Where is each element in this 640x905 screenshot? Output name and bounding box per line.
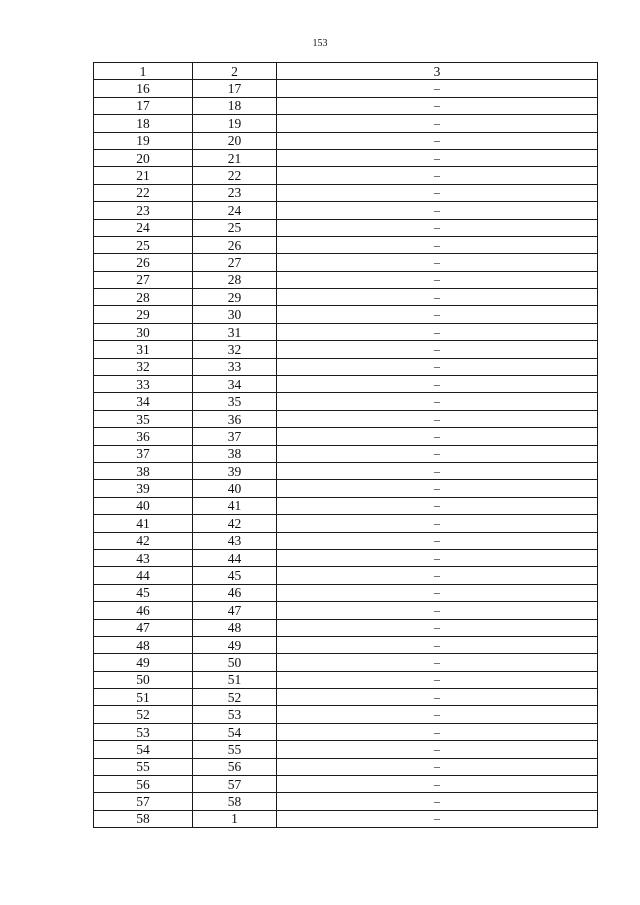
table-cell-col-3: – <box>277 793 598 810</box>
table-cell-col-2: 58 <box>193 793 277 810</box>
table-cell-col-1: 34 <box>94 393 193 410</box>
table-row <box>94 706 598 723</box>
table-row <box>94 236 598 253</box>
table-row <box>94 358 598 375</box>
table-cell-col-3: – <box>277 654 598 671</box>
table-cell-col-1: 29 <box>94 306 193 323</box>
column-header-1: 1 <box>94 63 193 80</box>
table-cell-col-3: – <box>277 341 598 358</box>
table-cell-col-2: 32 <box>193 341 277 358</box>
table-cell-col-3: – <box>277 393 598 410</box>
table-row <box>94 810 598 827</box>
table-cell-col-3: – <box>277 376 598 393</box>
table-cell-col-3: – <box>277 689 598 706</box>
table-cell-col-3: – <box>277 671 598 688</box>
table-cell-col-3: – <box>277 410 598 427</box>
table-cell-col-2: 19 <box>193 115 277 132</box>
table-row <box>94 97 598 114</box>
table-cell-col-2: 41 <box>193 497 277 514</box>
table-row <box>94 341 598 358</box>
table-row <box>94 654 598 671</box>
table-cell-col-3: – <box>277 602 598 619</box>
table-cell-col-1: 44 <box>94 567 193 584</box>
table-cell-col-3: – <box>277 549 598 566</box>
table-row <box>94 323 598 340</box>
table-cell-col-1: 57 <box>94 793 193 810</box>
table-row <box>94 636 598 653</box>
table-cell-col-1: 20 <box>94 149 193 166</box>
table-cell-col-1: 31 <box>94 341 193 358</box>
table-cell-col-1: 48 <box>94 636 193 653</box>
table-cell-col-2: 36 <box>193 410 277 427</box>
table-cell-col-2: 25 <box>193 219 277 236</box>
table-cell-col-3: – <box>277 115 598 132</box>
table-cell-col-2: 52 <box>193 689 277 706</box>
table-cell-col-1: 46 <box>94 602 193 619</box>
table-cell-col-3: – <box>277 254 598 271</box>
table-cell-col-1: 24 <box>94 219 193 236</box>
table-cell-col-1: 35 <box>94 410 193 427</box>
table-cell-col-2: 35 <box>193 393 277 410</box>
table-row <box>94 549 598 566</box>
table-cell-col-1: 47 <box>94 619 193 636</box>
table-cell-col-3: – <box>277 584 598 601</box>
table-cell-col-1: 39 <box>94 480 193 497</box>
table-cell-col-3: – <box>277 741 598 758</box>
table-cell-col-1: 45 <box>94 584 193 601</box>
table-row <box>94 602 598 619</box>
table-cell-col-1: 58 <box>94 810 193 827</box>
table-cell-col-1: 42 <box>94 532 193 549</box>
table-row <box>94 428 598 445</box>
table-cell-col-3: – <box>277 289 598 306</box>
table-row <box>94 532 598 549</box>
table-cell-col-1: 49 <box>94 654 193 671</box>
table-row <box>94 567 598 584</box>
table-cell-col-2: 24 <box>193 202 277 219</box>
table-cell-col-3: – <box>277 80 598 97</box>
column-header-2: 2 <box>193 63 277 80</box>
table-row <box>94 689 598 706</box>
table-row <box>94 219 598 236</box>
table-cell-col-2: 1 <box>193 810 277 827</box>
table-row <box>94 723 598 740</box>
table-cell-col-2: 44 <box>193 549 277 566</box>
table-row <box>94 306 598 323</box>
table-row <box>94 202 598 219</box>
table-cell-col-3: – <box>277 202 598 219</box>
table-cell-col-1: 21 <box>94 167 193 184</box>
table-cell-col-1: 17 <box>94 97 193 114</box>
table-row <box>94 793 598 810</box>
table-cell-col-1: 26 <box>94 254 193 271</box>
table-cell-col-3: – <box>277 462 598 479</box>
table-cell-col-1: 22 <box>94 184 193 201</box>
table-row <box>94 619 598 636</box>
table-cell-col-2: 33 <box>193 358 277 375</box>
table-cell-col-3: – <box>277 271 598 288</box>
table-row <box>94 758 598 775</box>
table-cell-col-1: 53 <box>94 723 193 740</box>
table-row <box>94 584 598 601</box>
table-cell-col-2: 54 <box>193 723 277 740</box>
table-cell-col-1: 52 <box>94 706 193 723</box>
table-cell-col-3: – <box>277 515 598 532</box>
table-cell-col-2: 45 <box>193 567 277 584</box>
table-cell-col-3: – <box>277 723 598 740</box>
table-cell-col-3: – <box>277 706 598 723</box>
table-cell-col-2: 18 <box>193 97 277 114</box>
table-cell-col-3: – <box>277 445 598 462</box>
table-cell-col-1: 56 <box>94 776 193 793</box>
table-cell-col-2: 26 <box>193 236 277 253</box>
table-row <box>94 167 598 184</box>
table-cell-col-3: – <box>277 306 598 323</box>
table-cell-col-3: – <box>277 810 598 827</box>
table-cell-col-3: – <box>277 236 598 253</box>
table-row <box>94 80 598 97</box>
table-cell-col-2: 22 <box>193 167 277 184</box>
table-cell-col-1: 36 <box>94 428 193 445</box>
table-row <box>94 115 598 132</box>
table-cell-col-1: 54 <box>94 741 193 758</box>
table-cell-col-3: – <box>277 758 598 775</box>
table-cell-col-2: 30 <box>193 306 277 323</box>
table-cell-col-2: 48 <box>193 619 277 636</box>
table-cell-col-2: 55 <box>193 741 277 758</box>
table-cell-col-3: – <box>277 167 598 184</box>
table-cell-col-3: – <box>277 149 598 166</box>
table-cell-col-2: 37 <box>193 428 277 445</box>
table-cell-col-1: 38 <box>94 462 193 479</box>
table-cell-col-3: – <box>277 776 598 793</box>
table-cell-col-3: – <box>277 184 598 201</box>
table-cell-col-2: 38 <box>193 445 277 462</box>
table-cell-col-2: 56 <box>193 758 277 775</box>
table-cell-col-2: 27 <box>193 254 277 271</box>
table-row <box>94 445 598 462</box>
table-cell-col-3: – <box>277 480 598 497</box>
table-row <box>94 741 598 758</box>
table-row <box>94 271 598 288</box>
table-cell-col-2: 39 <box>193 462 277 479</box>
table-cell-col-2: 47 <box>193 602 277 619</box>
table-cell-col-1: 43 <box>94 549 193 566</box>
table-cell-col-1: 27 <box>94 271 193 288</box>
page-number: 153 <box>312 38 328 49</box>
table-body <box>94 80 598 828</box>
table-cell-col-2: 29 <box>193 289 277 306</box>
table-row <box>94 376 598 393</box>
table-row <box>94 515 598 532</box>
table-cell-col-1: 32 <box>94 358 193 375</box>
table-cell-col-1: 28 <box>94 289 193 306</box>
table-row <box>94 480 598 497</box>
table-cell-col-1: 41 <box>94 515 193 532</box>
table-cell-col-1: 19 <box>94 132 193 149</box>
table-cell-col-3: – <box>277 358 598 375</box>
table-header-row <box>94 63 598 80</box>
table-cell-col-1: 51 <box>94 689 193 706</box>
table-cell-col-1: 16 <box>94 80 193 97</box>
table-cell-col-2: 46 <box>193 584 277 601</box>
data-table <box>93 62 598 828</box>
table-cell-col-2: 50 <box>193 654 277 671</box>
table-row <box>94 149 598 166</box>
table-cell-col-1: 37 <box>94 445 193 462</box>
table-cell-col-2: 51 <box>193 671 277 688</box>
table-cell-col-2: 17 <box>193 80 277 97</box>
table-cell-col-3: – <box>277 323 598 340</box>
table-row <box>94 393 598 410</box>
table-cell-col-2: 40 <box>193 480 277 497</box>
table-cell-col-2: 28 <box>193 271 277 288</box>
table-cell-col-1: 33 <box>94 376 193 393</box>
table-cell-col-3: – <box>277 219 598 236</box>
table-cell-col-3: – <box>277 497 598 514</box>
table-cell-col-1: 23 <box>94 202 193 219</box>
table-cell-col-2: 57 <box>193 776 277 793</box>
table-cell-col-3: – <box>277 97 598 114</box>
table-cell-col-2: 21 <box>193 149 277 166</box>
table-cell-col-3: – <box>277 636 598 653</box>
table-row <box>94 671 598 688</box>
table-cell-col-1: 30 <box>94 323 193 340</box>
table-cell-col-3: – <box>277 428 598 445</box>
table-row <box>94 497 598 514</box>
table-cell-col-2: 49 <box>193 636 277 653</box>
table-cell-col-3: – <box>277 532 598 549</box>
column-header-3: 3 <box>277 63 598 80</box>
table-cell-col-2: 20 <box>193 132 277 149</box>
table-row <box>94 132 598 149</box>
table-row <box>94 410 598 427</box>
table-row <box>94 184 598 201</box>
table-cell-col-2: 43 <box>193 532 277 549</box>
table-cell-col-2: 23 <box>193 184 277 201</box>
table-row <box>94 289 598 306</box>
table-cell-col-2: 53 <box>193 706 277 723</box>
table-row <box>94 462 598 479</box>
table-row <box>94 254 598 271</box>
table-cell-col-3: – <box>277 567 598 584</box>
table-cell-col-2: 42 <box>193 515 277 532</box>
table-cell-col-1: 55 <box>94 758 193 775</box>
table-cell-col-1: 25 <box>94 236 193 253</box>
table-cell-col-3: – <box>277 132 598 149</box>
table-cell-col-2: 34 <box>193 376 277 393</box>
table-cell-col-2: 31 <box>193 323 277 340</box>
table-cell-col-1: 18 <box>94 115 193 132</box>
table-cell-col-3: – <box>277 619 598 636</box>
table-cell-col-1: 50 <box>94 671 193 688</box>
table-cell-col-1: 40 <box>94 497 193 514</box>
table-row <box>94 776 598 793</box>
